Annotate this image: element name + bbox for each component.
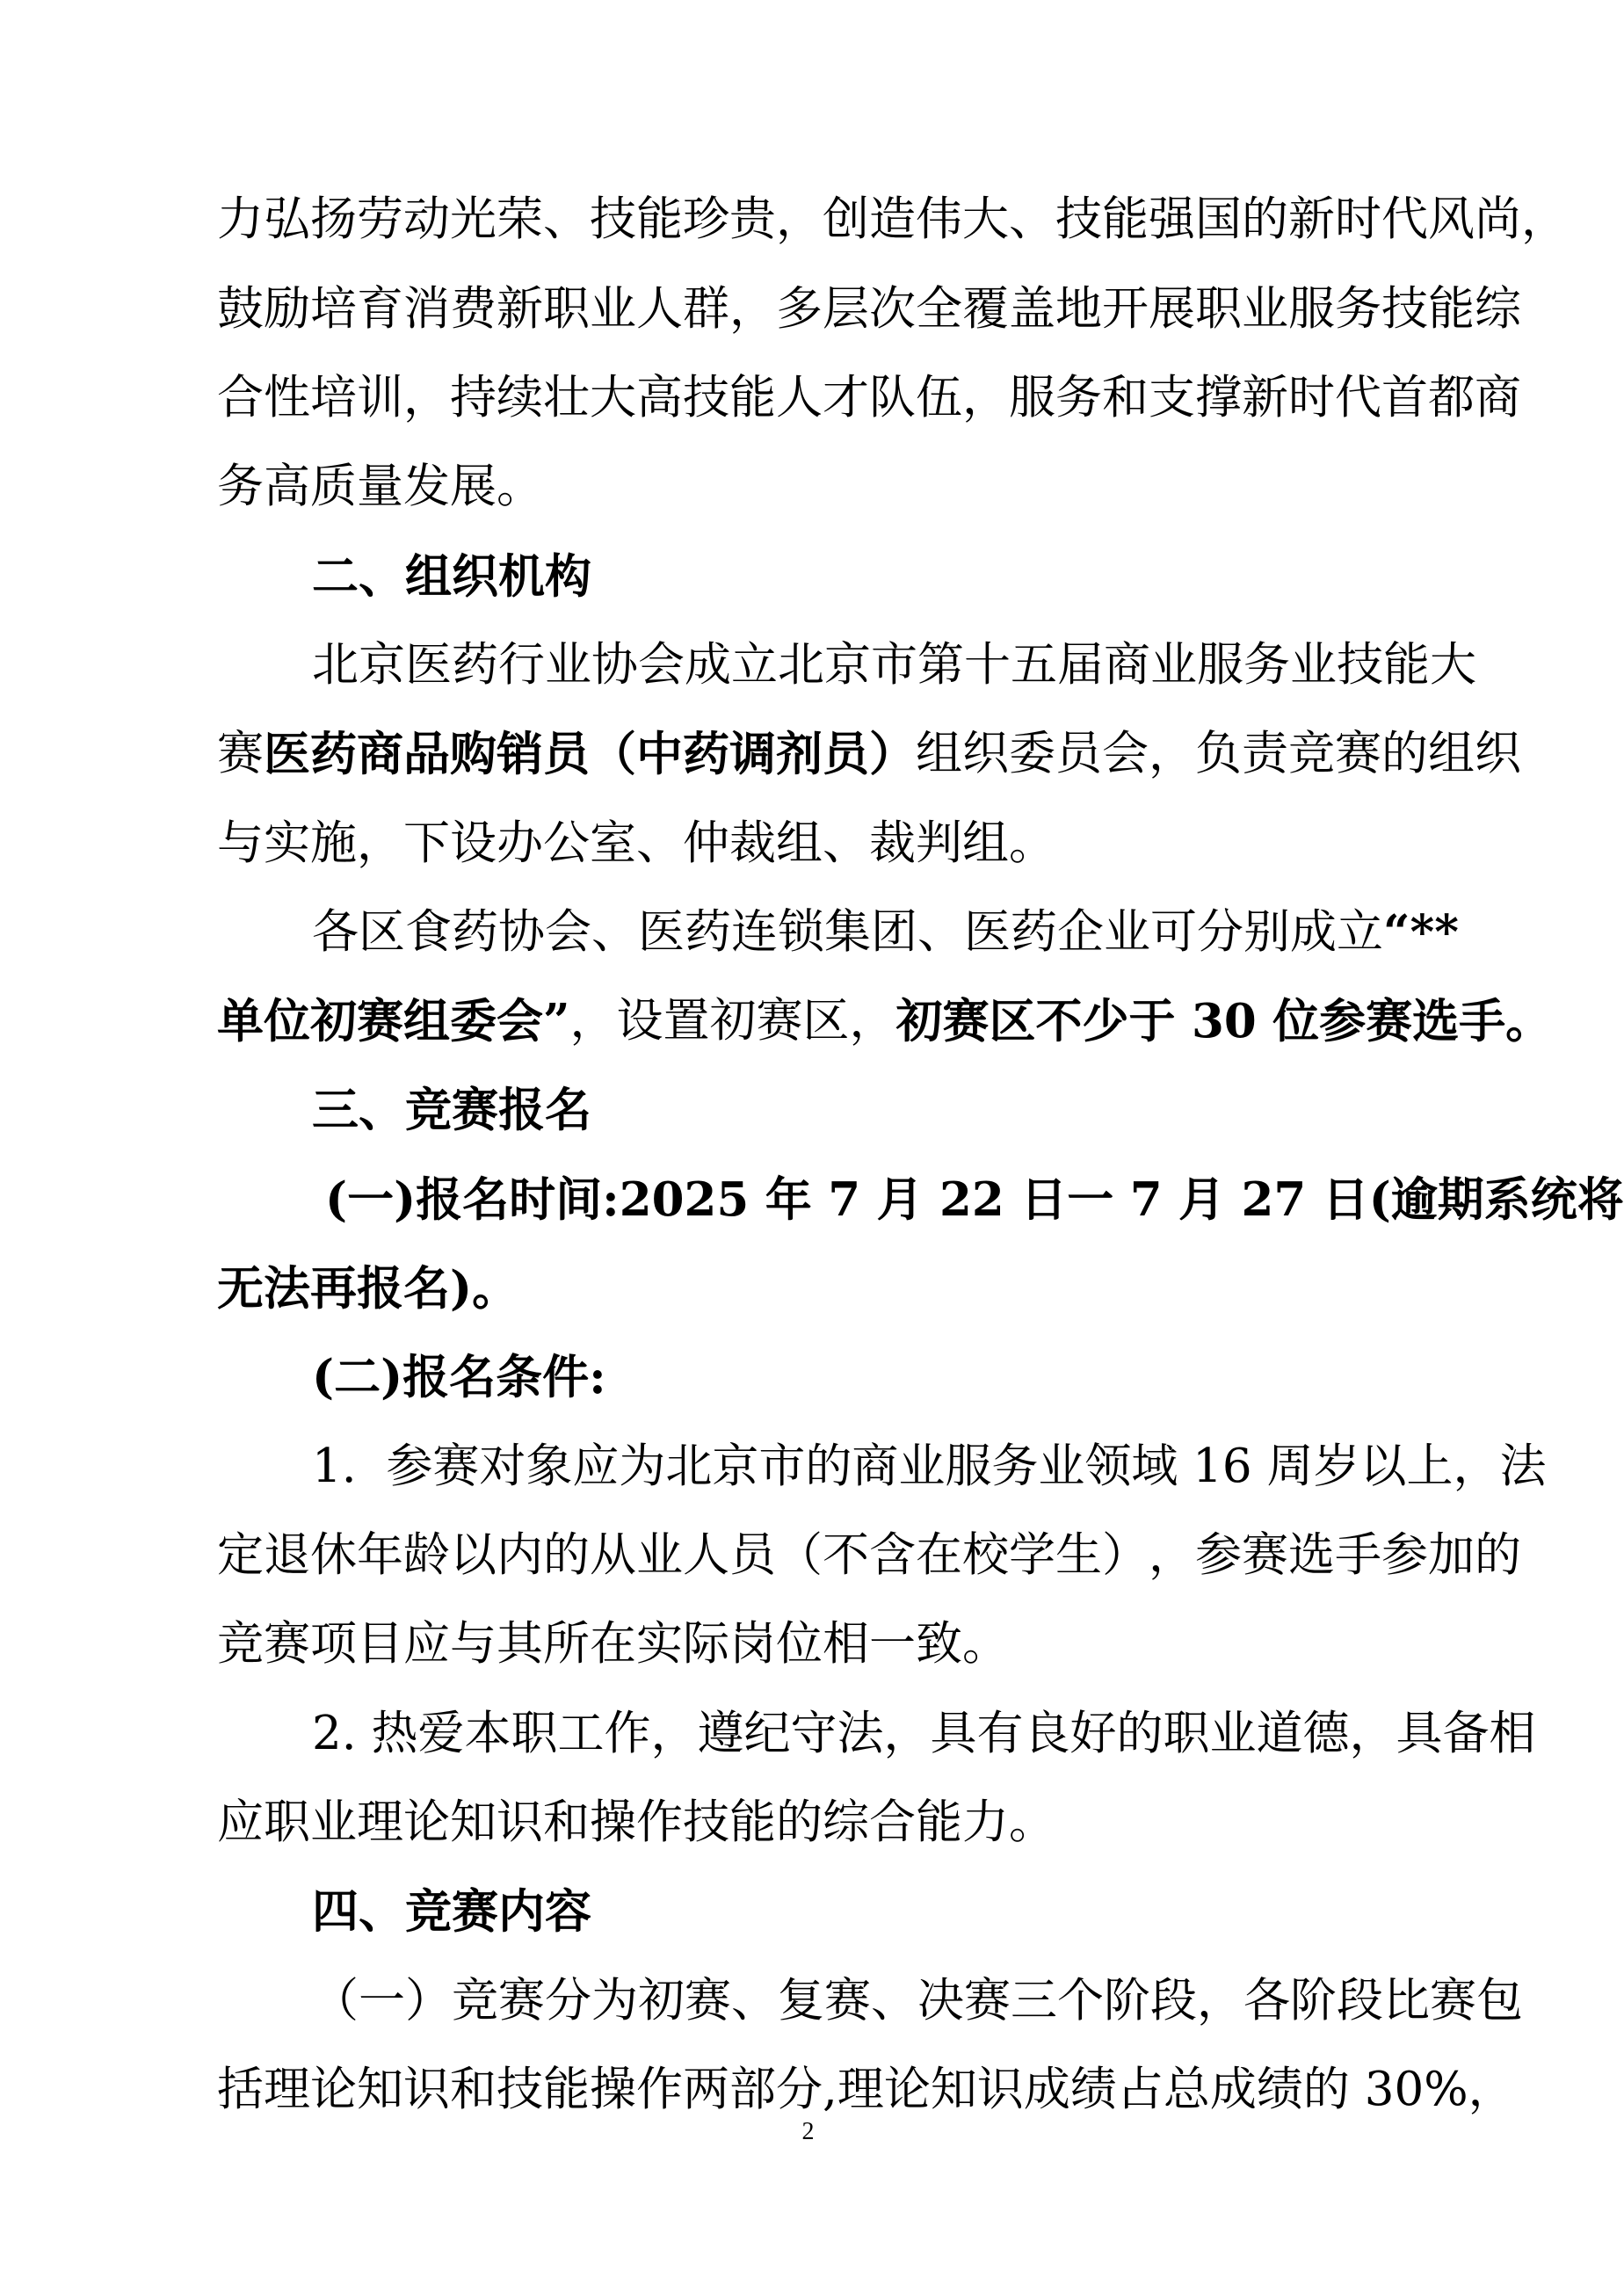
condition1-line1: 1 . 参 赛 对 象 应 为 北 京 市 的 商 业 服 务 业 领 域 1 6 周 岁 以 上 ， 法 <box>312 1440 1547 1493</box>
condition2-line1: 2 . 热 爱 本 职 工 作 ， 遵 纪 守 法 ， 具 有 良 好 的 职 业 道 德 ， 具 备 相 <box>312 1707 1536 1760</box>
content-line2: 括 理 论 知 识 和 技 能 操 作 两 部 分 , 理 论 知 识 成 绩 占 总 成 绩 的 3 0 % ， <box>217 2063 1515 2116</box>
content-line1: （ 一 ） 竞 赛 分 为 初 赛 、 复 赛 、 决 赛 三 个 阶 段 ， 各 阶 段 比 赛 包 <box>312 1974 1523 2027</box>
para3-line2 <box>217 993 1553 1049</box>
para2-line2 <box>217 726 1521 782</box>
condition1-line2: 定 退 休 年 龄 以 内 的 从 业 人 员 （ 不 含 在 校 学 生 ） ， 参 赛 选 手 参 加 的 <box>217 1528 1521 1582</box>
preliminary-committee-name: 单位初赛组委会” <box>217 994 570 1048</box>
para1-line3: 合 性 培 训 ， 持 续 壮 大 高 技 能 人 才 队 伍 ， 服 务 和 支 撑 新 时 代 首 都 商 <box>217 371 1521 424</box>
condition1-line3: 竞赛项目应与其所在实际岗位相一致。 <box>217 1617 1009 1671</box>
condition2-line2: 应职业理论知识和操作技能的综合能力。 <box>217 1795 1055 1849</box>
para2-line1: 北 京 医 药 行 业 协 会 成 立 北 京 市 第 十 五 届 商 业 服 务 业 技 能 大 <box>312 638 1476 692</box>
contest-item-name: 医药商品购销员（中药调剂员） <box>264 727 916 781</box>
para1-line2: 鼓 励 培 育 消 费 新 职 业 人 群 ， 多 层 次 全 覆 盖 地 开 展 职 业 服 务 技 能 综 <box>217 282 1521 336</box>
registration-conditions-heading: (二)报名条件: <box>312 1350 606 1404</box>
para3-line1-part1: 各区食药协会、医药连锁集团、医药企业可分别成立 <box>312 905 1383 959</box>
para2-line3: 与实施，下设办公室、仲裁组、裁判组。 <box>217 816 1055 870</box>
section-heading-content: 四、竞赛内容 <box>312 1884 591 1939</box>
section-heading-registration: 三、竞赛报名 <box>312 1083 591 1137</box>
para1-line1: 力 弘 扬 劳 动 光 荣 、 技 能 珍 贵 ， 创 造 伟 大 、 技 能 强 国 的 新 时 代 风 尚 ， <box>217 192 1568 246</box>
preliminary-min-contestants: 初赛区不少于 30 位参赛选手。 <box>895 994 1553 1048</box>
para3-line1 <box>312 904 1459 961</box>
para1-line4: 务高质量发展。 <box>217 460 543 513</box>
para2-line2-part3: 组织委员会，负责竞赛的组织 <box>916 727 1521 780</box>
registration-time-line1: ( 一 ) 报 名 时 间 : 2 0 2 5 年 7 月 2 2 日 一 7 月 2 7 日 ( 逾 期 系 统 将 <box>325 1172 1624 1227</box>
para3-line1-quote: “** <box>1383 905 1459 960</box>
registration-time-line2: 无法再报名)。 <box>217 1261 519 1316</box>
page-number: 2 <box>801 2118 815 2145</box>
para2-line2-part1: 赛 <box>217 727 264 780</box>
para3-line2-part2: ，设置初赛区， <box>569 994 896 1048</box>
section-heading-organization: 二、组织机构 <box>312 549 591 604</box>
